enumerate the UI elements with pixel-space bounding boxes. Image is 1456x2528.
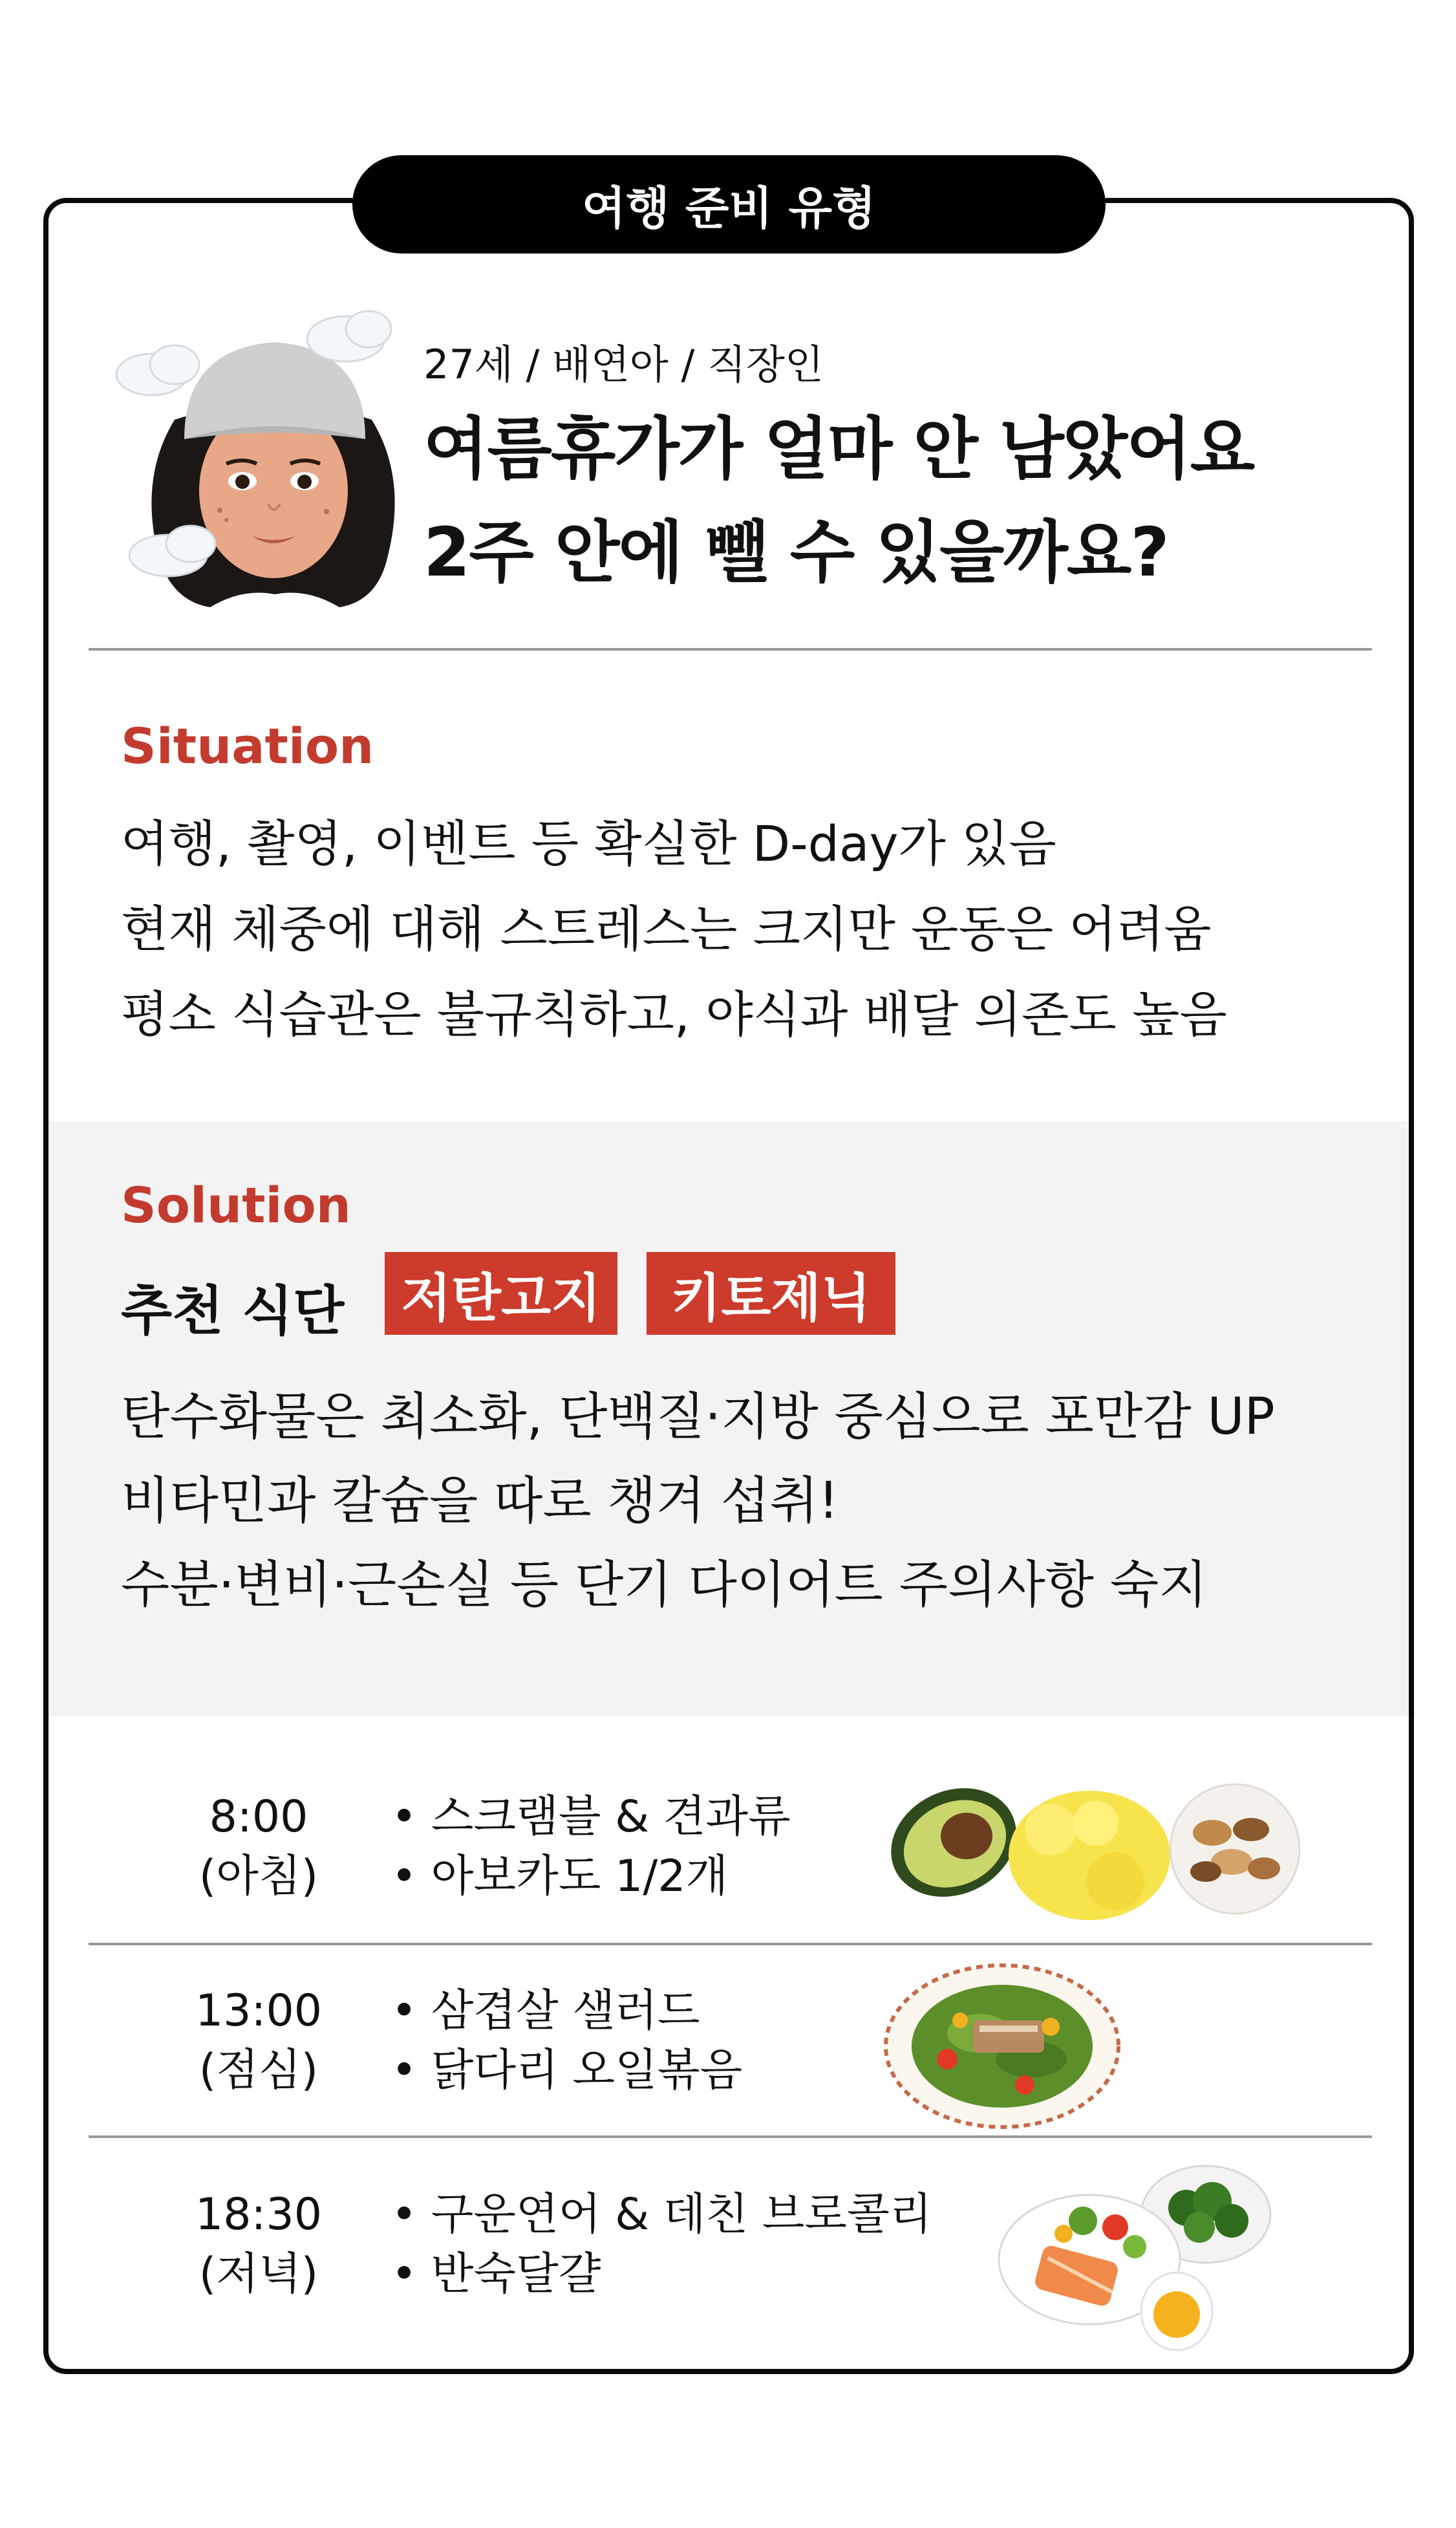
solution-line: 탄수화물은 최소화, 단백질·지방 중심으로 포만감 UP [121,1388,1275,1446]
salad-icon [886,1965,1119,2127]
tag-keto: 키토제닉 [647,1252,895,1335]
situation-line: 현재 체중에 대해 스트레스는 크지만 운동은 어려움 [121,900,1212,958]
avatar [113,310,436,614]
profile-headline [423,397,1254,604]
dinner-food-image [992,2150,1290,2357]
meal-item: • 아보카도 1/2개 [391,1851,729,1902]
tag-low-carb: 저탄고지 [385,1252,617,1335]
meal-time: 8:00 [209,1791,308,1842]
meal-item: • 닭다리 오일볶음 [391,2045,743,2096]
meal-time-breakfast [168,1788,349,1907]
solution-list [121,1375,1275,1627]
situation-line: 평소 식습관은 불규칙하고, 야식과 배달 의존도 높음 [121,986,1227,1043]
meal-item: • 반숙달걀 [391,2249,601,2300]
meal-time-dinner [168,2185,349,2304]
situation-label: Situation [121,717,374,775]
meal-period: (저녁) [198,2249,319,2300]
situation-list [121,801,1227,1057]
boiled-egg-icon [1141,2273,1212,2350]
meal-item: • 스크램블 & 견과류 [391,1791,791,1842]
meal-item: • 구운연어 & 데친 브로콜리 [391,2189,932,2240]
headline-line-2: 2주 안에 뺄 수 있을까요? [423,513,1168,592]
nuts-icon [1170,1784,1300,1914]
row-divider [89,2135,1372,2138]
row-divider [89,1943,1372,1945]
solution-label: Solution [121,1176,351,1234]
meal-items-breakfast [391,1788,791,1907]
type-badge: 여행 준비 유형 [352,155,1106,254]
solution-line: 비타민과 칼슘을 따로 챙겨 섭취! [121,1472,839,1530]
profile-card [43,198,1414,2374]
meal-period: (점심) [198,2045,319,2096]
situation-line: 여행, 촬영, 이벤트 등 확실한 D-day가 있음 [121,815,1056,872]
meal-items-lunch [391,1982,742,2101]
diet-label: 추천 식단 [121,1280,345,1342]
meal-items-dinner [391,2185,932,2304]
breakfast-food-image [883,1765,1309,1939]
meal-time: 13:00 [195,1985,322,2036]
lunch-food-image [883,1956,1122,2137]
profile-meta: 27세 / 배연아 / 직장인 [423,341,824,388]
meal-time-lunch [168,1982,349,2101]
divider [89,648,1372,651]
meal-time: 18:30 [195,2189,322,2240]
headline-line-1: 여름휴가가 얼마 안 남았어요 [423,409,1254,488]
solution-line: 수분·변비·근손실 등 단기 다이어트 주의사항 숙지 [121,1556,1208,1614]
scrambled-egg-icon [1009,1791,1170,1920]
meal-period: (아침) [198,1851,319,1902]
meal-item: • 삼겹살 샐러드 [391,1985,700,2036]
